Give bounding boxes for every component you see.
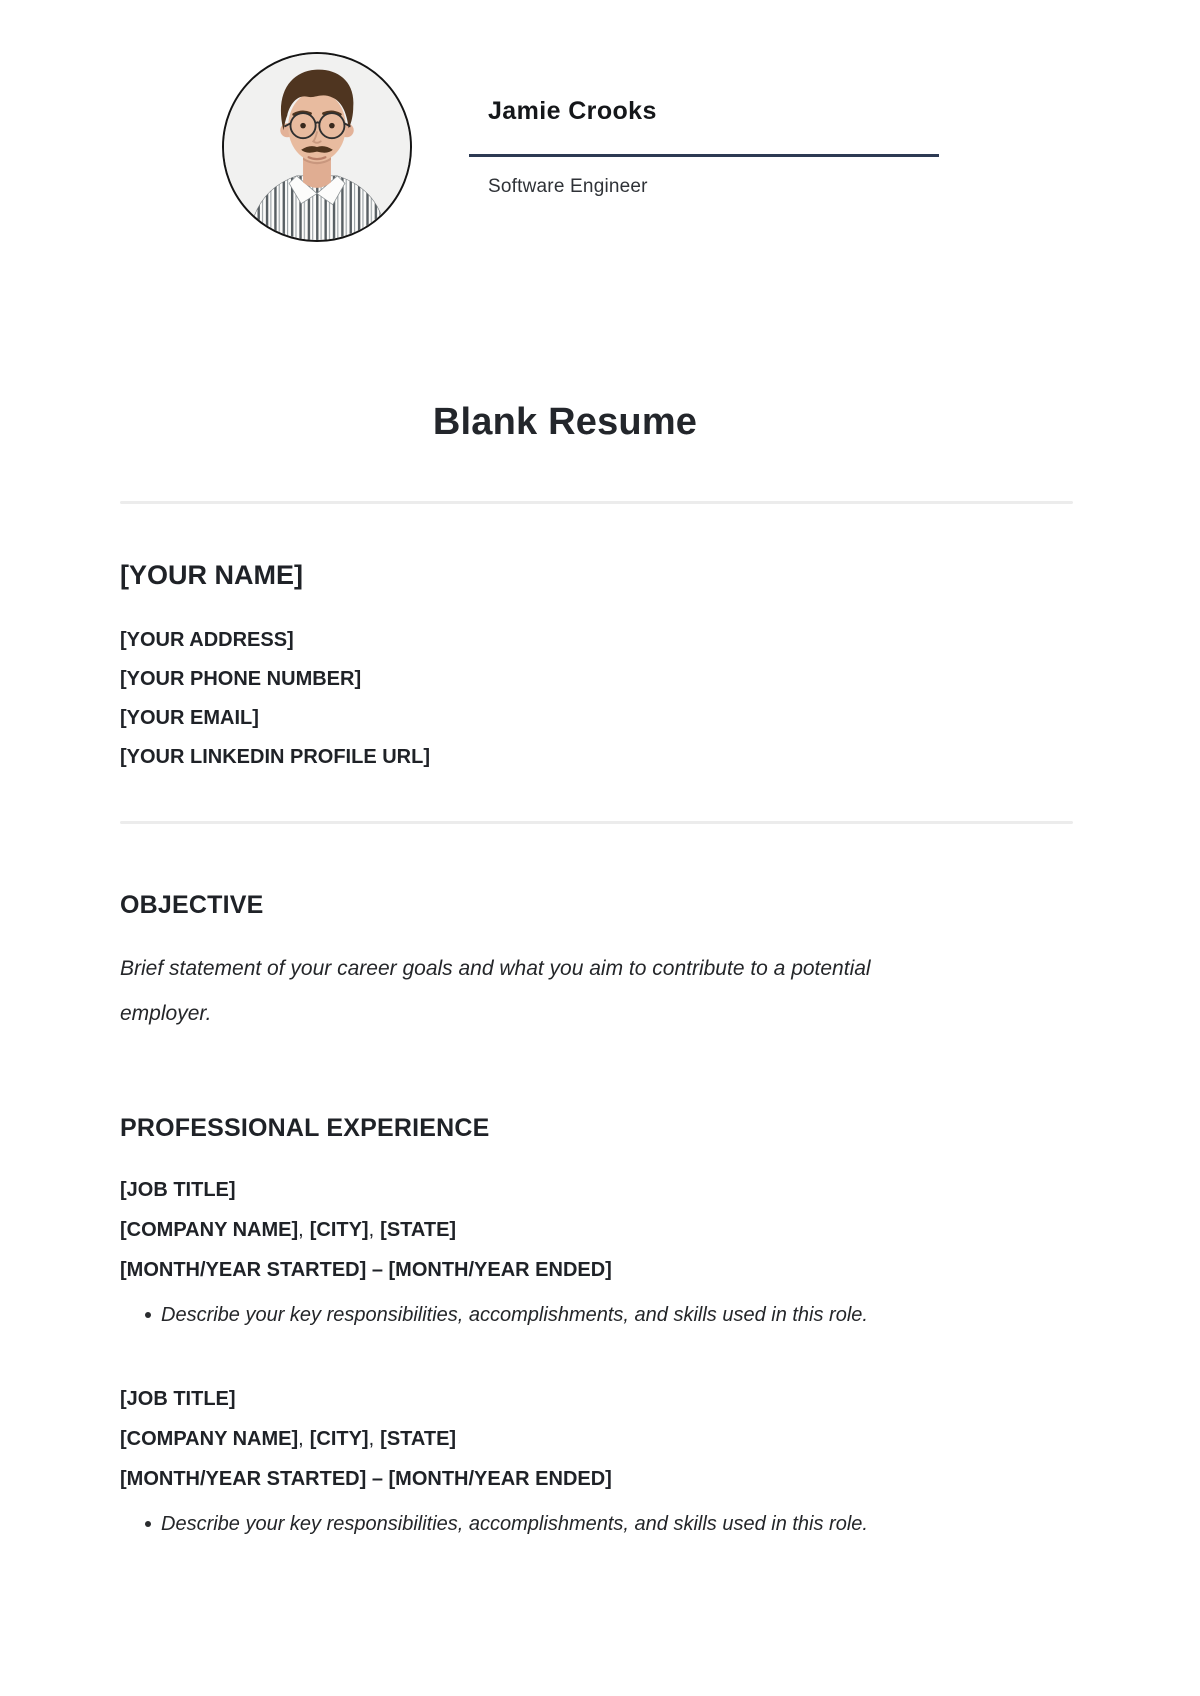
job-state: [STATE] [380,1428,457,1450]
job-company: [COMPANY NAME] [120,1219,299,1241]
job-company-line [120,1210,1073,1250]
job-dates: [MONTH/YEAR STARTED] – [MONTH/YEAR ENDED] [120,1468,612,1490]
comma-separator: , [368,1219,375,1241]
job-bullet [120,1507,1073,1541]
contact-line-linkedin: [YOUR LINKEDIN PROFILE URL] [120,746,430,768]
resume-document [120,400,1073,1541]
job-bullet [120,1298,1073,1332]
name-placeholder: [YOUR NAME] [120,560,303,590]
comma-separator: , [368,1428,375,1450]
job-dates: [MONTH/YEAR STARTED] – [MONTH/YEAR ENDED] [120,1259,612,1281]
job-city: [CITY] [309,1219,369,1241]
section-divider [120,501,1073,504]
bullet-icon [145,1521,151,1527]
job-state: [STATE] [380,1219,457,1241]
header-role: Software Engineer [488,176,648,197]
job-city: [CITY] [309,1428,369,1450]
comma-separator: , [298,1219,304,1241]
profile-photo [222,52,412,242]
job-bullet-text: Describe your key responsibilities, accomplishments, and skills used in this role. [161,1513,868,1535]
objective-text: Brief statement of your career goals and what you aim to contribute to a potential employer. [120,957,871,1025]
header-name: Jamie Crooks [488,97,657,125]
job-title: [JOB TITLE] [120,1179,236,1201]
job-bullet-text: Describe your key responsibilities, accomplishments, and skills used in this role. [161,1304,868,1326]
profile-header [0,0,1200,250]
document-title-wrap [120,400,1010,444]
person-illustration [224,54,410,240]
experience-heading: PROFESSIONAL EXPERIENCE [120,1114,490,1142]
contact-line-address: [YOUR ADDRESS] [120,629,294,651]
job-title: [JOB TITLE] [120,1388,236,1410]
objective-heading: OBJECTIVE [120,891,264,919]
section-divider [120,821,1073,824]
contact-block [120,621,1073,777]
contact-line-phone: [YOUR PHONE NUMBER] [120,668,362,690]
job-company: [COMPANY NAME] [120,1428,299,1450]
document-title: Blank Resume [432,401,698,443]
header-accent-rule [469,154,939,157]
contact-line-email: [YOUR EMAIL] [120,707,259,729]
bullet-icon [145,1312,151,1318]
comma-separator: , [298,1428,304,1450]
header-text-block [469,97,939,198]
job-company-line [120,1419,1073,1459]
job-entry [120,1379,1073,1499]
job-entry [120,1170,1073,1290]
